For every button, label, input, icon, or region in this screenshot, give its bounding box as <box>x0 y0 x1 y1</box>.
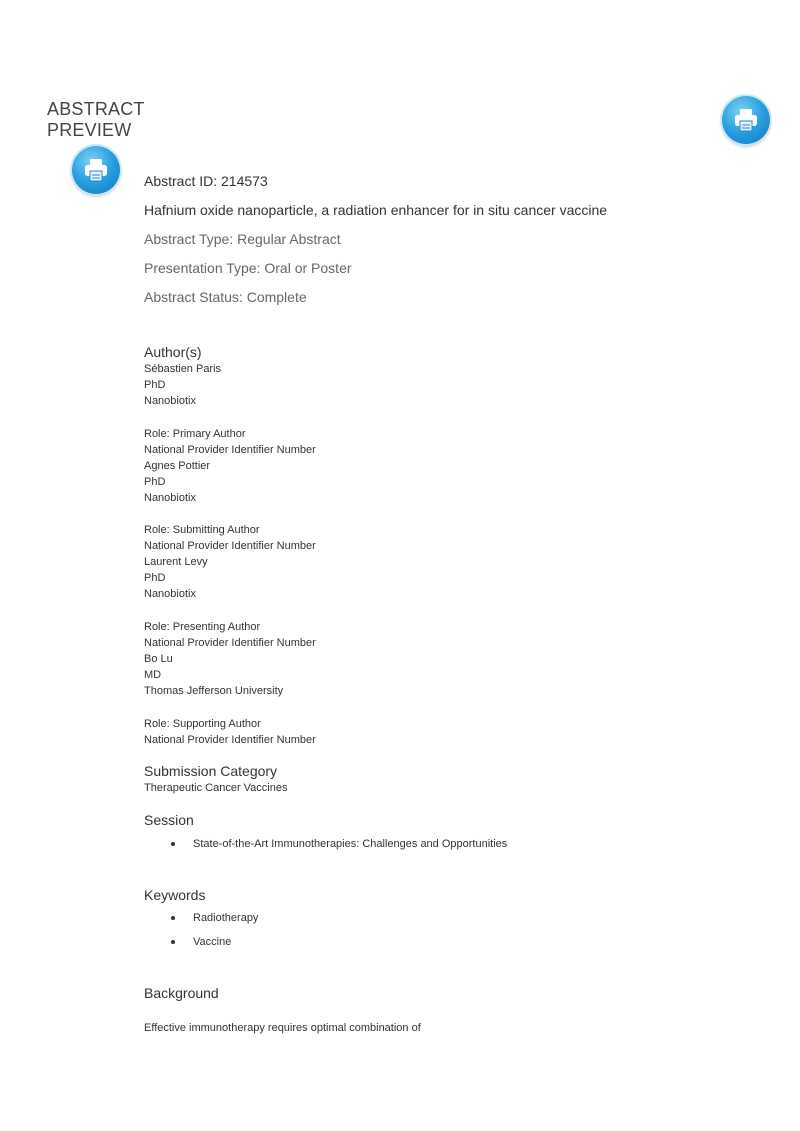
author-institution: Nanobiotix <box>144 492 196 504</box>
author-institution: Nanobiotix <box>144 588 196 600</box>
page-title-line1: ABSTRACT <box>47 99 145 119</box>
submission-category-value: Therapeutic Cancer Vaccines <box>144 782 288 794</box>
background-text: Effective immunotherapy requires optimal combination of <box>144 1022 421 1034</box>
list-item <box>144 910 744 926</box>
author-institution: Nanobiotix <box>144 395 196 407</box>
session-item: State-of-the-Art Immunotherapies: Challenges and Opportunities <box>193 838 508 850</box>
author-role: Role: Primary Author <box>144 428 246 440</box>
author-name: Sébastien Paris <box>144 363 222 375</box>
keyword-item: Vaccine <box>193 936 232 948</box>
bullet-icon <box>171 842 175 846</box>
author-institution: Thomas Jefferson University <box>144 685 284 697</box>
page-title-line2: PREVIEW <box>47 120 132 140</box>
list-item <box>144 836 744 852</box>
keywords-heading: Keywords <box>144 887 206 903</box>
abstract-status: Abstract Status: Complete <box>144 289 307 305</box>
author-degree: MD <box>144 669 162 681</box>
print-button-side[interactable] <box>72 146 120 194</box>
abstract-id: Abstract ID: 214573 <box>144 173 268 189</box>
print-button-top[interactable] <box>722 96 770 144</box>
background-heading: Background <box>144 985 219 1001</box>
keyword-item: Radiotherapy <box>193 912 259 924</box>
presentation-type: Presentation Type: Oral or Poster <box>144 260 352 276</box>
author-degree: PhD <box>144 572 166 584</box>
page-title <box>47 99 145 141</box>
author-npi: National Provider Identifier Number <box>144 444 316 456</box>
author-role: Role: Presenting Author <box>144 621 261 633</box>
author-npi: National Provider Identifier Number <box>144 637 316 649</box>
printer-icon <box>80 154 112 186</box>
author-degree: PhD <box>144 476 166 488</box>
printer-icon <box>730 104 762 136</box>
author-name: Bo Lu <box>144 653 173 665</box>
author-name: Laurent Levy <box>144 556 208 568</box>
author-degree: PhD <box>144 379 166 391</box>
bullet-icon <box>171 916 175 920</box>
abstract-title: Hafnium oxide nanoparticle, a radiation enhancer for in situ cancer vaccine <box>144 202 608 218</box>
author-name: Agnes Pottier <box>144 460 211 472</box>
session-heading: Session <box>144 812 194 828</box>
authors-heading: Author(s) <box>144 344 202 360</box>
author-npi: National Provider Identifier Number <box>144 734 316 746</box>
author-role: Role: Submitting Author <box>144 524 260 536</box>
submission-category-heading: Submission Category <box>144 763 278 779</box>
author-role: Role: Supporting Author <box>144 718 261 730</box>
list-item <box>144 934 744 950</box>
abstract-type: Abstract Type: Regular Abstract <box>144 231 341 247</box>
author-npi: National Provider Identifier Number <box>144 540 316 552</box>
bullet-icon <box>171 940 175 944</box>
